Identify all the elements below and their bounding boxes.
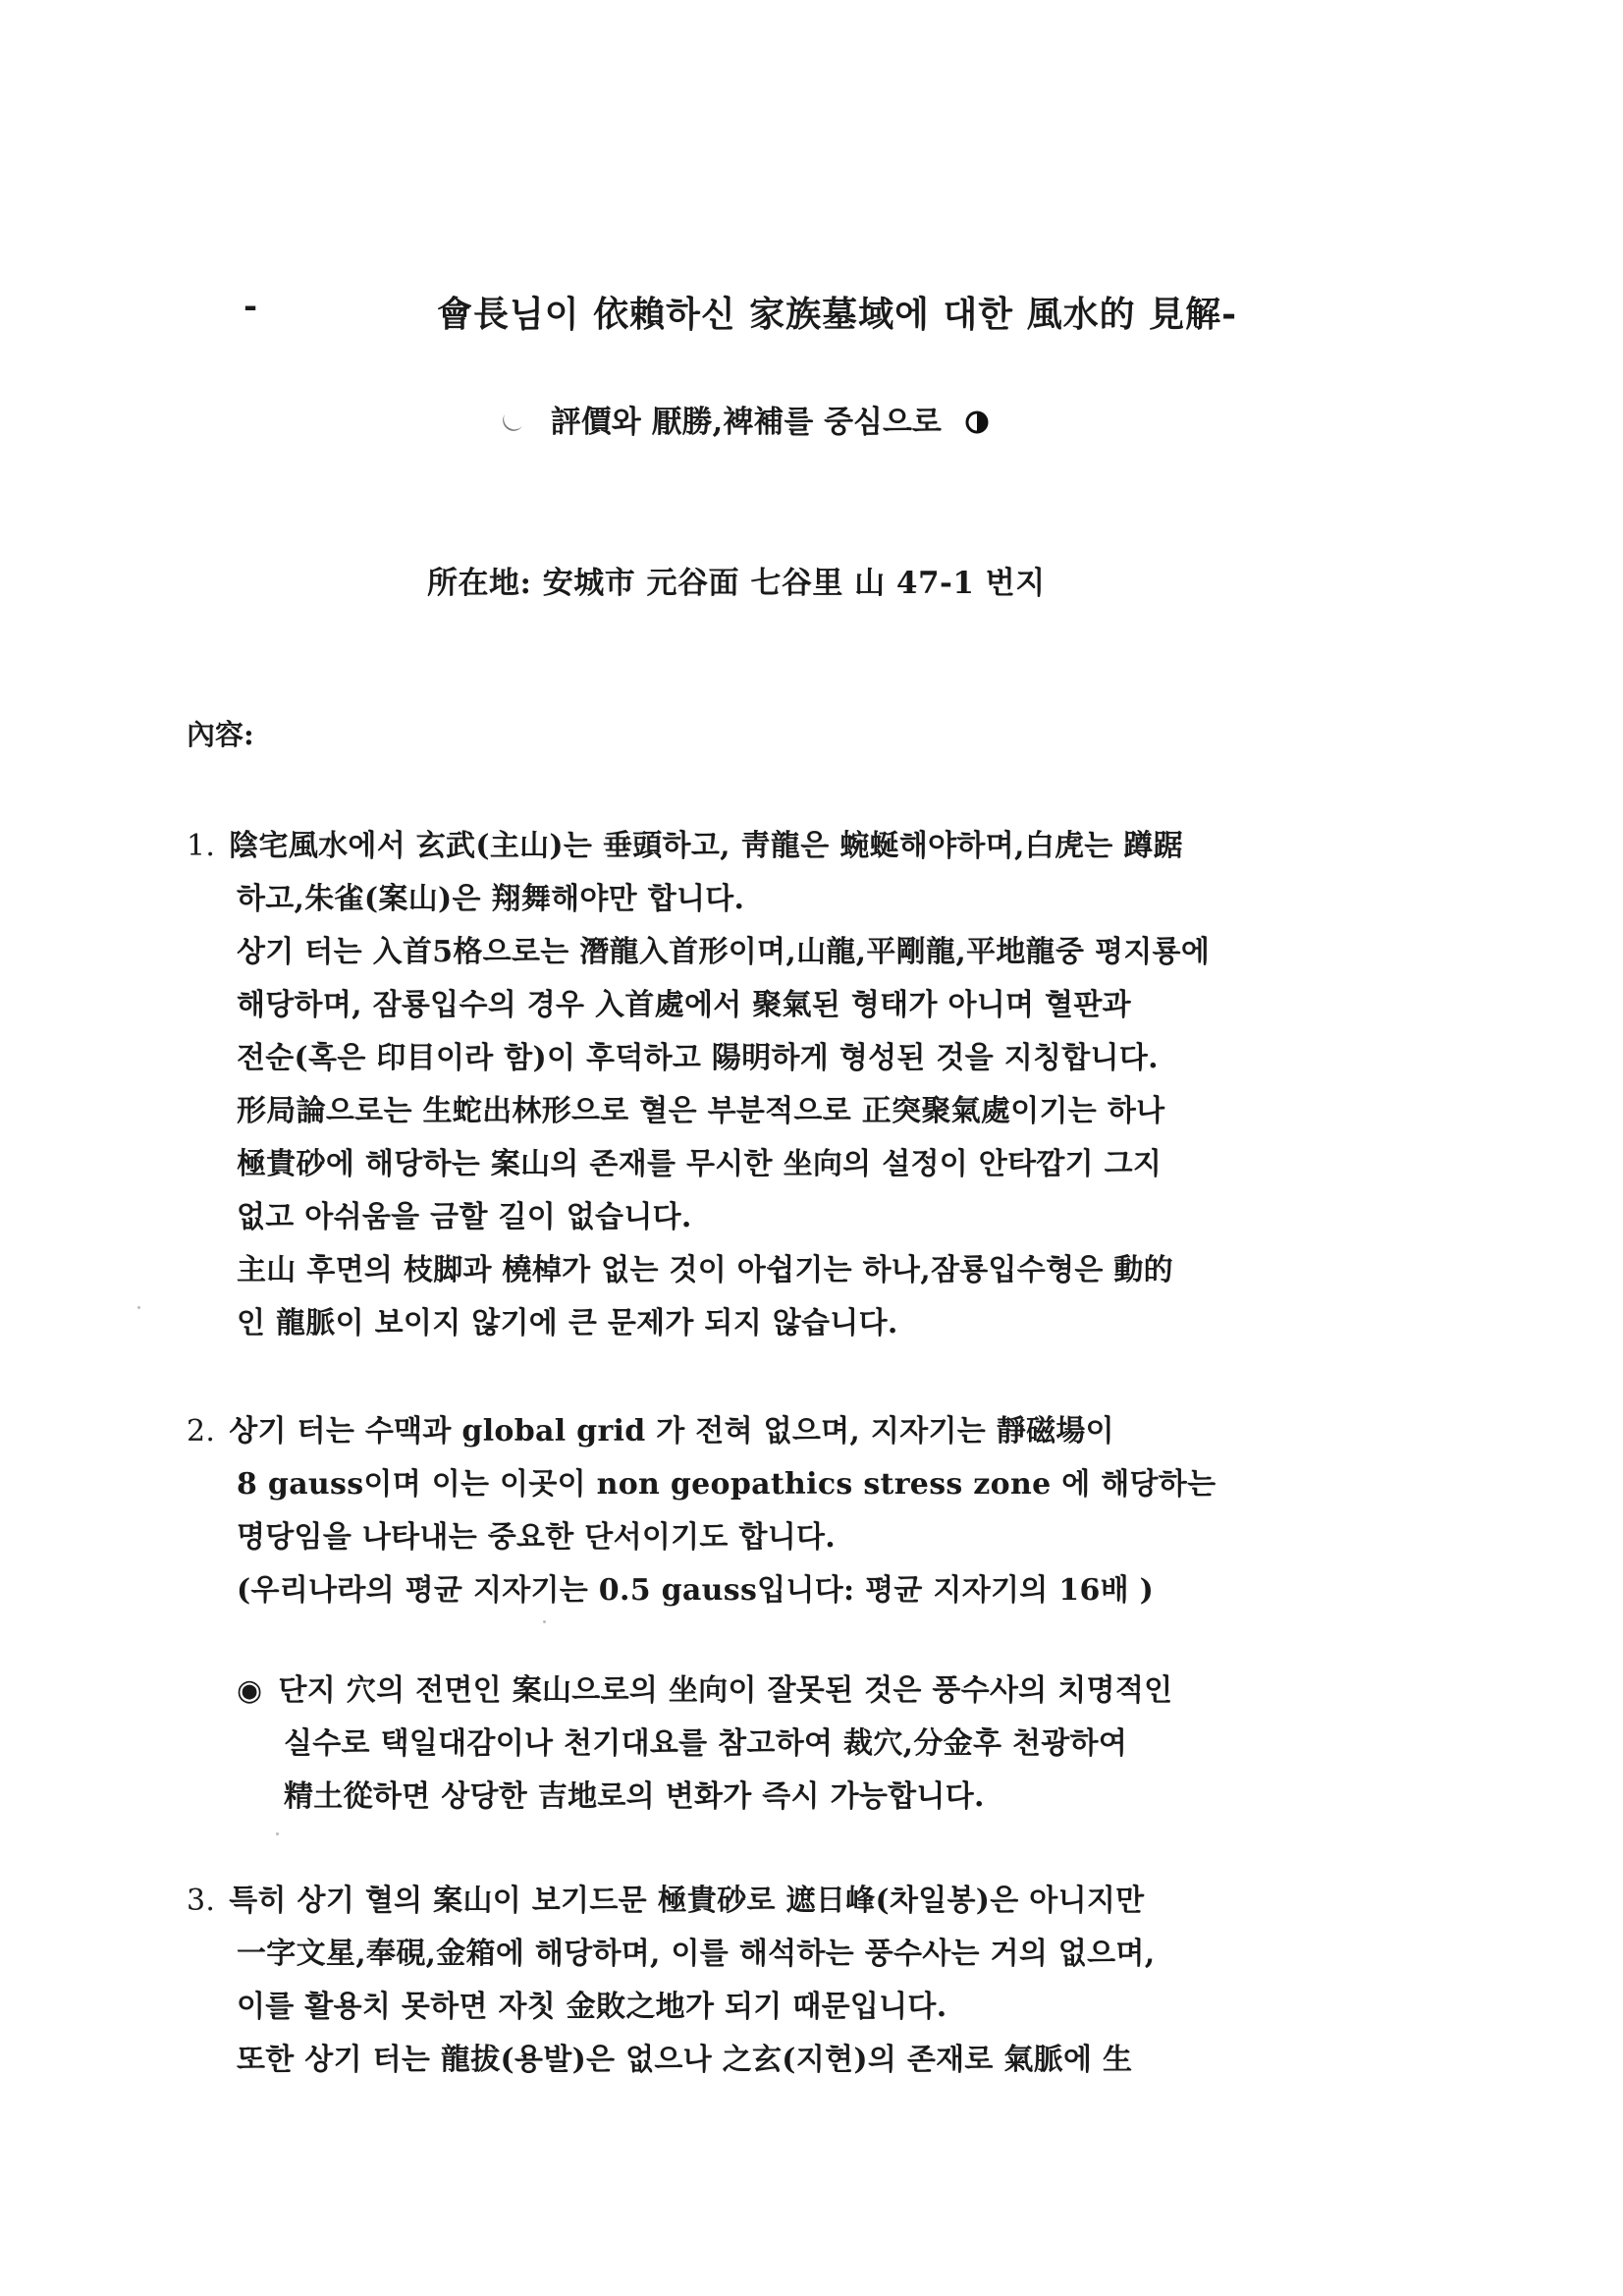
section-2-line-3: 명당임을 나타내는 중요한 단서이기도 합니다. <box>237 1520 837 1555</box>
section-1-number: 1. <box>187 829 216 863</box>
section-1-line-9: 主山 후면의 枝脚과 橈棹가 없는 것이 아쉽기는 하나,잠룡입수형은 動的 <box>237 1253 1173 1287</box>
section-1-line-1 <box>187 821 1183 864</box>
section-2-number: 2. <box>187 1414 216 1449</box>
section-1-line-2: 하고,朱雀(案山)은 翔舞해야만 합니다. <box>237 882 745 916</box>
scan-speck <box>276 1832 279 1835</box>
section-1-line-10: 인 龍脈이 보이지 않기에 큰 문제가 되지 않습니다. <box>237 1306 898 1340</box>
half-circle-icon <box>964 405 990 440</box>
section-1-line-5: 전순(혹은 印目이라 함)이 후덕하고 陽明하게 형성된 것을 지칭합니다. <box>237 1041 1159 1075</box>
scan-speck <box>543 1620 546 1623</box>
crescent-moon-icon <box>501 405 526 440</box>
section-2-line-4: (우리나라의 평균 지자기는 0.5 gauss입니다: 평균 지자기의 16배 ) <box>237 1573 1155 1608</box>
section-2-text: 상기 터는 수맥과 global grid 가 전혀 없으며, 지자기는 靜磁場이 <box>229 1414 1114 1449</box>
section-1-text: 陰宅風水에서 玄武(主山)는 垂頭하고, 靑龍은 蜿蜒해야하며,白虎는 蹲踞 <box>229 829 1183 863</box>
section-3-line-3: 이를 활용치 못하면 자칫 金敗之地가 되기 때문입니다. <box>237 1990 947 2024</box>
page-title: 會長님이 依賴하신 家族墓域에 대한 風水的 見解- <box>437 294 1238 335</box>
title-row <box>0 287 1623 346</box>
section-3-number: 3. <box>187 1884 216 1918</box>
subtitle-text: 評價와 厭勝,裨補를 중심으로 <box>550 405 942 440</box>
section-1-line-4: 해당하며, 잠룡입수의 경우 入首處에서 聚氣된 형태가 아니며 혈판과 <box>237 988 1131 1022</box>
section-2-line-2: 8 gauss이며 이는 이곳이 non geopathics stress zone 에 해당하는 <box>237 1467 1217 1502</box>
bullet-line-3: 精土從하면 상당한 吉地로의 변화가 즉시 가능합니다. <box>284 1779 985 1814</box>
bullet-line-1 <box>237 1666 1172 1709</box>
section-3-line-4: 또한 상기 터는 龍拔(용발)은 없으나 之玄(지현)의 존재로 氣脈에 生 <box>237 2043 1133 2077</box>
section-3-line-2: 一字文星,奉硯,金箱에 해당하며, 이를 해석하는 풍수사는 거의 없으며, <box>237 1937 1156 1971</box>
bullet-text: 단지 穴의 전면인 案山으로의 坐向이 잘못된 것은 풍수사의 치명적인 <box>278 1673 1173 1708</box>
section-1-line-6: 形局論으로는 生蛇出林形으로 혈은 부분적으로 正突聚氣處이기는 하나 <box>237 1094 1165 1128</box>
section-3-line-1 <box>187 1876 1144 1919</box>
contents-label: 內容: <box>187 718 254 751</box>
bullet-icon: ◉ <box>237 1673 263 1708</box>
scan-speck <box>137 1306 140 1309</box>
title-dash: - <box>243 287 258 326</box>
section-1-line-7: 極貴砂에 해당하는 案山의 존재를 무시한 坐向의 설정이 안타깝기 그지 <box>237 1147 1163 1181</box>
section-1-line-8: 없고 아쉬움을 금할 길이 없습니다. <box>237 1200 692 1234</box>
section-1-line-3: 상기 터는 入首5格으로는 潛龍入首形이며,山龍,平剛龍,平地龍중 평지룡에 <box>237 935 1211 969</box>
subtitle <box>501 397 990 441</box>
section-3-text: 특히 상기 혈의 案山이 보기드문 極貴砂로 遮日峰(차일봉)은 아니지만 <box>229 1884 1145 1918</box>
section-2-line-1 <box>187 1406 1114 1449</box>
location-line: 所在地: 安城市 元谷面 七谷里 山 47-1 번지 <box>427 566 1046 601</box>
bullet-line-2: 실수로 택일대감이나 천기대요를 참고하여 裁穴,分金후 천광하여 <box>284 1726 1128 1761</box>
